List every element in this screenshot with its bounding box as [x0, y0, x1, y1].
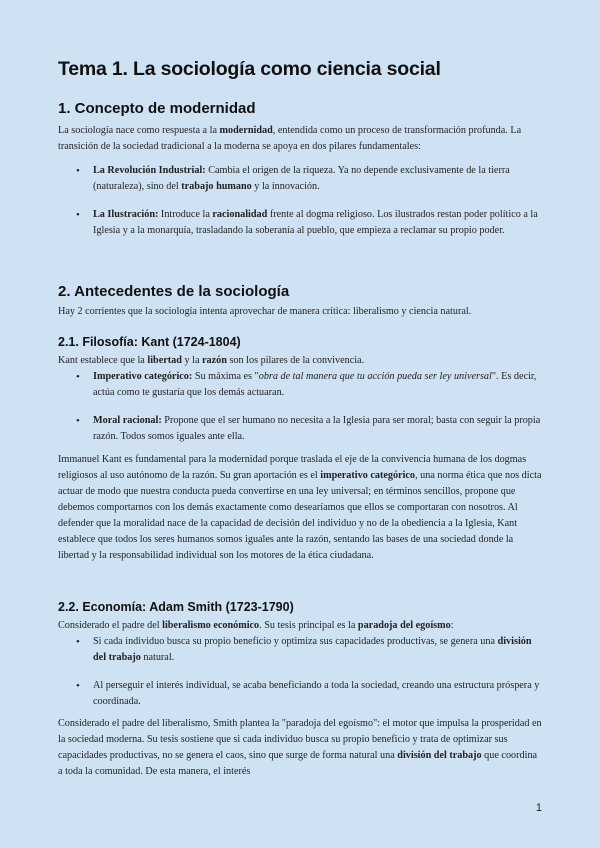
- antecedentes-intro: Hay 2 corrientes que la sociología intenta aprovechar de manera crítica: liberalismo y ciencia natural.: [58, 306, 472, 317]
- list-item: • Al perseguir el interés individual, se acaba beneficiando a toda la sociedad, creando una estructura próspera y coordinada.: [58, 678, 543, 710]
- list-item: • La Ilustración: Introduce la racionalidad frente al dogma religioso. Los ilustrados restan poder político a la Iglesia y a la monarquía, trasladando la soberanía al pueblo, que empieza a reclamar su propio poder.: [58, 207, 543, 239]
- modernidad-list: [58, 163, 543, 239]
- modernidad-intro: La sociología nace como respuesta a la modernidad, entendida como un proceso de transformación profunda. La transición de la sociedad tradicional a la moderna se apoya en dos pilares fundamentales:: [58, 125, 522, 152]
- kant-list: [58, 369, 543, 445]
- list-item: • Imperativo categórico: Su máxima es "obra de tal manera que tu acción pueda ser ley universal". Es decir, actúa como te gustaría que los demás actuaran.: [58, 369, 543, 401]
- subsection-heading-smith: 2.2. Economía: Adam Smith (1723-1790): [58, 600, 294, 614]
- section-heading-antecedentes: 2. Antecedentes de la sociología: [58, 283, 290, 300]
- smith-paragraph: Considerado el padre del liberalismo, Smith plantea la "paradoja del egoísmo": el motor que impulsa la prosperidad en la sociedad moderna. Su tesis sostiene que si cada individuo busca su propio beneficio y trata de optimizar sus capacidades productivas, no se genera el caos, sino que surge de forma natural una división del trabajo que coordina a toda la comunidad. De esta manera, el interés: [58, 718, 542, 777]
- smith-intro: Considerado el padre del liberalismo económico. Su tesis principal es la paradoja del egoísmo:: [58, 620, 454, 631]
- kant-intro: Kant establece que la libertad y la razón son los pilares de la convivencia.: [58, 355, 365, 366]
- list-item: • Si cada individuo busca su propio beneficio y optimiza sus capacidades productivas, se genera una división del trabajo natural.: [58, 634, 543, 666]
- page-number: 1: [535, 802, 542, 814]
- page-title: Tema 1. La sociología como ciencia social: [58, 58, 441, 80]
- smith-list: [58, 634, 543, 710]
- kant-paragraph: Immanuel Kant es fundamental para la modernidad porque traslada el eje de la convivencia humana de los dogmas religiosos al uso autónomo de la razón. Su gran aportación es el imperativo categórico, una norma ética que nos dicta actuar de modo que nuestra conducta pueda convertirse en una ley universal; en términos sencillos, propone que debemos comportarnos con los demás exactamente como desearíamos que ellos se comportaran con nosotros. Al defender que la moralidad nace de la capacidad de decisión del individuo y no de la obediencia a la Iglesia, Kant establece que todos los seres humanos somos iguales ante la razón, sentando las bases de una sociedad donde la libertad y la responsabilidad individual son los motores de la ética ciudadana.: [58, 454, 542, 561]
- list-item: • Moral racional: Propone que el ser humano no necesita a la Iglesia para ser moral; basta con seguir la propia razón. Todos somos iguales ante ella.: [58, 413, 543, 445]
- section-heading-modernidad: 1. Concepto de modernidad: [58, 100, 256, 117]
- subsection-heading-kant: 2.1. Filosofía: Kant (1724-1804): [58, 335, 241, 349]
- list-item: • La Revolución Industrial: Cambia el origen de la riqueza. Ya no depende exclusivamente de la tierra (naturaleza), sino del trabajo humano y la innovación.: [58, 163, 543, 195]
